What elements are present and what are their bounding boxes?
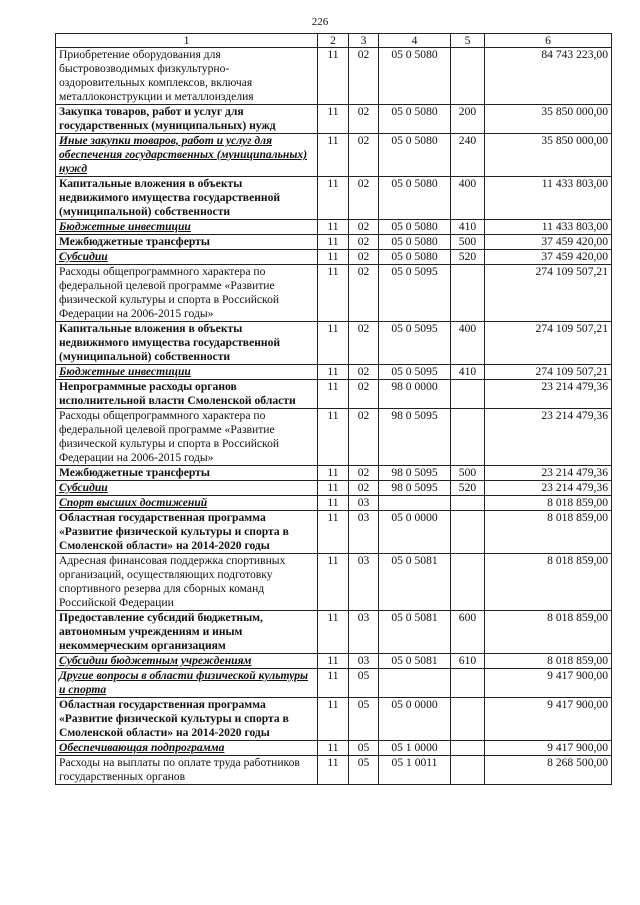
row-name-cell: Капитальные вложения в объекты недвижимого имущества государственной (муниципальной) собственности — [56, 177, 318, 220]
row-amount-cell: 8 018 859,00 — [485, 554, 612, 611]
row-target-code-cell — [379, 669, 451, 698]
row-amount-cell: 23 214 479,36 — [485, 409, 612, 466]
row-amount-cell: 8 018 859,00 — [485, 611, 612, 654]
row-subsection-cell: 02 — [349, 134, 379, 177]
row-amount-cell: 23 214 479,36 — [485, 481, 612, 496]
row-section-cell: 11 — [318, 554, 349, 611]
page-number: 226 — [311, 16, 329, 28]
row-name-cell: Спорт высших достижений — [56, 496, 318, 511]
row-section-cell: 11 — [318, 741, 349, 756]
row-name-cell: Капитальные вложения в объекты недвижимого имущества государственной (муниципальной) собственности — [56, 322, 318, 365]
table-row — [56, 554, 612, 611]
row-subsection-cell: 03 — [349, 496, 379, 511]
row-subsection-cell: 02 — [349, 265, 379, 322]
row-section-cell: 11 — [318, 380, 349, 409]
table-row — [56, 235, 612, 250]
row-amount-cell: 8 018 859,00 — [485, 511, 612, 554]
row-subsection-cell: 02 — [349, 380, 379, 409]
row-name-cell: Бюджетные инвестиции — [56, 220, 318, 235]
row-name-cell: Непрограммные расходы органов исполнительной власти Смоленской области — [56, 380, 318, 409]
row-section-cell: 11 — [318, 235, 349, 250]
row-section-cell: 11 — [318, 365, 349, 380]
row-name-cell: Областная государственная программа «Развитие физической культуры и спорта в Смоленской области» на 2014-2020 годы — [56, 698, 318, 741]
table-row — [56, 265, 612, 322]
row-expense-type-cell: 400 — [451, 177, 485, 220]
row-expense-type-cell: 410 — [451, 220, 485, 235]
row-amount-cell: 8 018 859,00 — [485, 654, 612, 669]
table-row — [56, 409, 612, 466]
row-subsection-cell: 05 — [349, 698, 379, 741]
row-expense-type-cell: 600 — [451, 611, 485, 654]
row-expense-type-cell — [451, 698, 485, 741]
row-target-code-cell: 05 0 5080 — [379, 235, 451, 250]
row-target-code-cell — [379, 496, 451, 511]
table-row — [56, 365, 612, 380]
row-subsection-cell: 02 — [349, 481, 379, 496]
row-name-cell: Другие вопросы в области физической культуры и спорта — [56, 669, 318, 698]
row-target-code-cell: 05 0 5080 — [379, 48, 451, 105]
row-section-cell: 11 — [318, 611, 349, 654]
row-expense-type-cell: 240 — [451, 134, 485, 177]
row-target-code-cell: 05 0 5080 — [379, 250, 451, 265]
row-subsection-cell: 05 — [349, 669, 379, 698]
row-section-cell: 11 — [318, 322, 349, 365]
row-name-cell: Межбюджетные трансферты — [56, 466, 318, 481]
row-subsection-cell: 02 — [349, 235, 379, 250]
row-section-cell: 11 — [318, 250, 349, 265]
row-amount-cell: 274 109 507,21 — [485, 322, 612, 365]
table-row — [56, 698, 612, 741]
row-name-cell: Расходы общепрограммного характера по федеральной целевой программе «Развитие физической культуры и спорта в Российской Федерации на 2006-2015 годы» — [56, 265, 318, 322]
table-row — [56, 105, 612, 134]
row-section-cell: 11 — [318, 756, 349, 785]
row-subsection-cell: 02 — [349, 250, 379, 265]
row-amount-cell: 9 417 900,00 — [485, 741, 612, 756]
row-section-cell: 11 — [318, 105, 349, 134]
column-header-3: 3 — [349, 34, 379, 48]
row-subsection-cell: 02 — [349, 322, 379, 365]
row-expense-type-cell: 520 — [451, 481, 485, 496]
row-expense-type-cell — [451, 380, 485, 409]
row-name-cell: Субсидии бюджетным учреждениям — [56, 654, 318, 669]
table-row — [56, 496, 612, 511]
row-expense-type-cell: 520 — [451, 250, 485, 265]
row-name-cell: Закупка товаров, работ и услуг для государственных (муниципальных) нужд — [56, 105, 318, 134]
column-header-1: 1 — [56, 34, 318, 48]
row-target-code-cell: 05 0 5095 — [379, 322, 451, 365]
row-target-code-cell: 05 0 5081 — [379, 654, 451, 669]
row-subsection-cell: 02 — [349, 365, 379, 380]
row-target-code-cell: 05 0 5081 — [379, 611, 451, 654]
row-section-cell: 11 — [318, 511, 349, 554]
table-row — [56, 220, 612, 235]
row-target-code-cell: 05 0 5095 — [379, 365, 451, 380]
row-amount-cell: 11 433 803,00 — [485, 177, 612, 220]
row-amount-cell: 274 109 507,21 — [485, 365, 612, 380]
row-target-code-cell: 05 1 0011 — [379, 756, 451, 785]
table-body — [56, 48, 612, 785]
row-name-cell: Субсидии — [56, 481, 318, 496]
row-section-cell: 11 — [318, 134, 349, 177]
row-target-code-cell: 05 0 5080 — [379, 134, 451, 177]
row-target-code-cell: 05 0 0000 — [379, 511, 451, 554]
row-name-cell: Приобретение оборудования для быстровозводимых физкультурно-оздоровительных комплексов, включая металлоконструкции и металлоизделия — [56, 48, 318, 105]
table-row — [56, 380, 612, 409]
row-amount-cell: 23 214 479,36 — [485, 380, 612, 409]
row-expense-type-cell: 410 — [451, 365, 485, 380]
row-subsection-cell: 02 — [349, 409, 379, 466]
row-amount-cell: 8 268 500,00 — [485, 756, 612, 785]
row-name-cell: Иные закупки товаров, работ и услуг для обеспечения государственных (муниципальных) нужд — [56, 134, 318, 177]
row-expense-type-cell — [451, 48, 485, 105]
row-subsection-cell: 03 — [349, 611, 379, 654]
row-section-cell: 11 — [318, 698, 349, 741]
row-target-code-cell: 05 0 5080 — [379, 177, 451, 220]
row-name-cell: Субсидии — [56, 250, 318, 265]
row-name-cell: Расходы общепрограммного характера по федеральной целевой программе «Развитие физической культуры и спорта в Российской Федерации на 2006-2015 годы» — [56, 409, 318, 466]
row-amount-cell: 35 850 000,00 — [485, 105, 612, 134]
row-name-cell: Межбюджетные трансферты — [56, 235, 318, 250]
row-section-cell: 11 — [318, 48, 349, 105]
row-expense-type-cell: 500 — [451, 235, 485, 250]
row-target-code-cell: 05 0 0000 — [379, 698, 451, 741]
table-row — [56, 511, 612, 554]
row-subsection-cell: 05 — [349, 741, 379, 756]
row-subsection-cell: 03 — [349, 511, 379, 554]
row-section-cell: 11 — [318, 409, 349, 466]
row-target-code-cell: 05 0 5080 — [379, 220, 451, 235]
column-header-4: 4 — [379, 34, 451, 48]
row-name-cell: Областная государственная программа «Развитие физической культуры и спорта в Смоленской области» на 2014-2020 годы — [56, 511, 318, 554]
row-subsection-cell: 02 — [349, 105, 379, 134]
row-subsection-cell: 03 — [349, 554, 379, 611]
row-subsection-cell: 03 — [349, 654, 379, 669]
table-row — [56, 134, 612, 177]
table-row — [56, 481, 612, 496]
row-section-cell: 11 — [318, 265, 349, 322]
row-expense-type-cell — [451, 409, 485, 466]
row-expense-type-cell — [451, 511, 485, 554]
table-row — [56, 48, 612, 105]
row-section-cell: 11 — [318, 177, 349, 220]
row-target-code-cell: 98 0 5095 — [379, 409, 451, 466]
row-subsection-cell: 05 — [349, 756, 379, 785]
row-name-cell: Бюджетные инвестиции — [56, 365, 318, 380]
table-row — [56, 250, 612, 265]
row-expense-type-cell: 500 — [451, 466, 485, 481]
row-amount-cell: 8 018 859,00 — [485, 496, 612, 511]
row-target-code-cell: 98 0 5095 — [379, 466, 451, 481]
row-section-cell: 11 — [318, 669, 349, 698]
table-header — [56, 34, 612, 48]
row-section-cell: 11 — [318, 654, 349, 669]
row-name-cell: Обеспечивающая подпрограмма — [56, 741, 318, 756]
row-section-cell: 11 — [318, 481, 349, 496]
row-expense-type-cell: 200 — [451, 105, 485, 134]
row-amount-cell: 35 850 000,00 — [485, 134, 612, 177]
row-expense-type-cell — [451, 496, 485, 511]
row-target-code-cell: 05 0 5081 — [379, 554, 451, 611]
row-amount-cell: 23 214 479,36 — [485, 466, 612, 481]
table-row — [56, 466, 612, 481]
row-target-code-cell: 98 0 5095 — [379, 481, 451, 496]
row-amount-cell: 11 433 803,00 — [485, 220, 612, 235]
row-amount-cell: 84 743 223,00 — [485, 48, 612, 105]
row-subsection-cell: 02 — [349, 466, 379, 481]
row-expense-type-cell: 400 — [451, 322, 485, 365]
row-target-code-cell: 05 0 5080 — [379, 105, 451, 134]
row-amount-cell: 274 109 507,21 — [485, 265, 612, 322]
header-row — [56, 34, 612, 48]
row-target-code-cell: 98 0 0000 — [379, 380, 451, 409]
row-section-cell: 11 — [318, 496, 349, 511]
row-amount-cell: 37 459 420,00 — [485, 235, 612, 250]
row-expense-type-cell — [451, 554, 485, 611]
row-section-cell: 11 — [318, 466, 349, 481]
row-expense-type-cell — [451, 741, 485, 756]
row-expense-type-cell — [451, 265, 485, 322]
row-expense-type-cell — [451, 669, 485, 698]
row-amount-cell: 9 417 900,00 — [485, 669, 612, 698]
table-row — [56, 611, 612, 654]
row-name-cell: Адресная финансовая поддержка спортивных организаций, осуществляющих подготовку спортивного резерва для сборных команд Российской Федерации — [56, 554, 318, 611]
row-amount-cell: 9 417 900,00 — [485, 698, 612, 741]
row-subsection-cell: 02 — [349, 177, 379, 220]
row-target-code-cell: 05 0 5095 — [379, 265, 451, 322]
table-row — [56, 741, 612, 756]
table-row — [56, 177, 612, 220]
column-header-5: 5 — [451, 34, 485, 48]
row-subsection-cell: 02 — [349, 48, 379, 105]
row-target-code-cell: 05 1 0000 — [379, 741, 451, 756]
table-row — [56, 756, 612, 785]
budget-table — [55, 33, 612, 785]
row-name-cell: Расходы на выплаты по оплате труда работников государственных органов — [56, 756, 318, 785]
row-expense-type-cell — [451, 756, 485, 785]
row-subsection-cell: 02 — [349, 220, 379, 235]
table-row — [56, 322, 612, 365]
row-section-cell: 11 — [318, 220, 349, 235]
row-amount-cell: 37 459 420,00 — [485, 250, 612, 265]
column-header-2: 2 — [318, 34, 349, 48]
column-header-6: 6 — [485, 34, 612, 48]
row-name-cell: Предоставление субсидий бюджетным, автономным учреждениям и иным некоммерческим организациям — [56, 611, 318, 654]
table-row — [56, 669, 612, 698]
table-row — [56, 654, 612, 669]
row-expense-type-cell: 610 — [451, 654, 485, 669]
